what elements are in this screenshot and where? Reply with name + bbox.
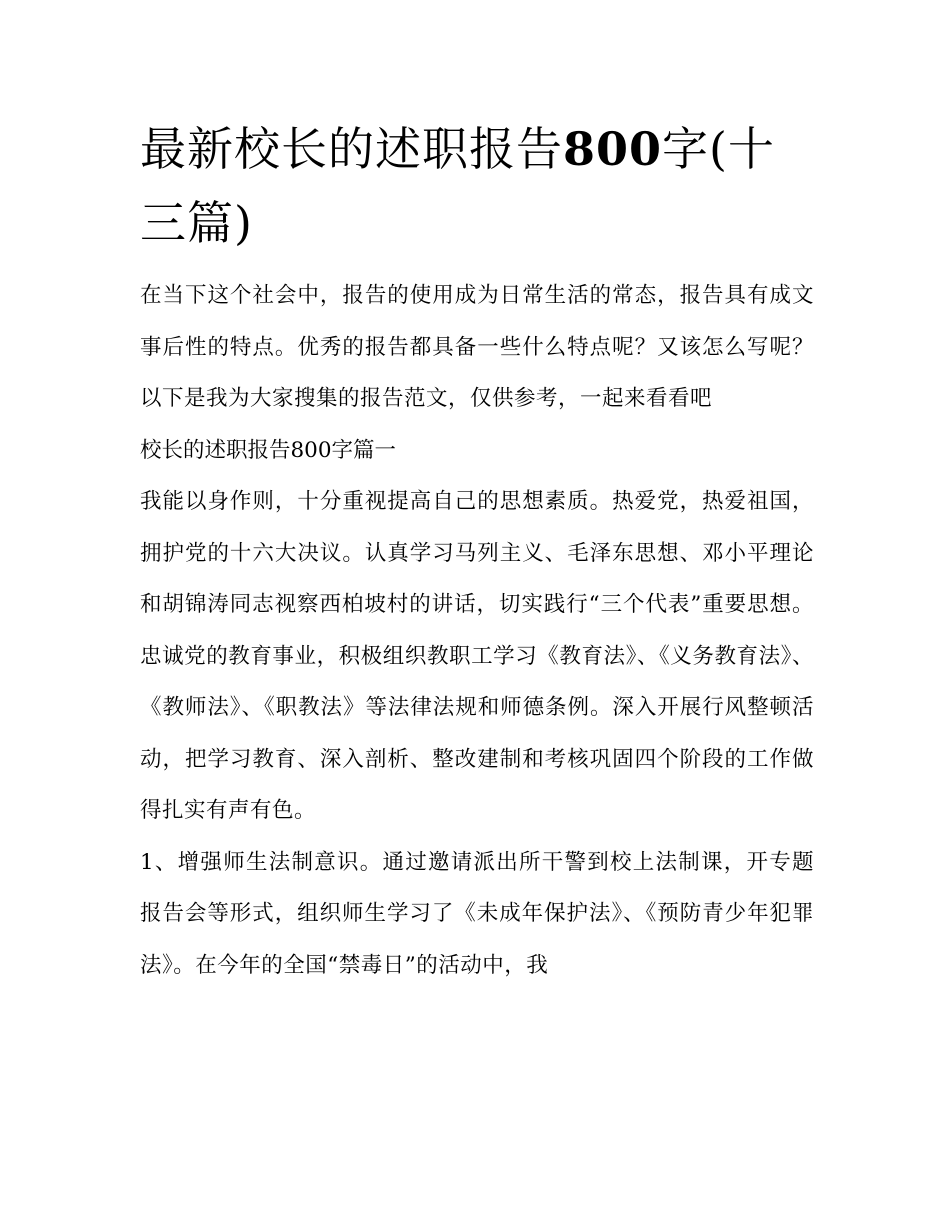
body-paragraph-2: 1、增强师生法制意识。通过邀请派出所干警到校上法制课，开专题报告会等形式，组织师生学习了《未成年保护法》、《预防青少年犯罪法》。在今年的全国“禁毒日”的活动中，我: [140, 849, 814, 978]
intro-paragraph: 在当下这个社会中，报告的使用成为日常生活的常态，报告具有成文事后性的特点。优秀的报告都具备一些什么特点呢？又该怎么写呢？以下是我为大家搜集的报告范文，仅供参考，一起来看看吧: [140, 283, 814, 411]
title-text-part1: 最新校长的述职报告: [140, 122, 563, 176]
section-heading: 校长的述职报告800字篇一: [140, 437, 397, 463]
title-number: 800: [563, 122, 663, 176]
body-paragraph-1: 我能以身作则，十分重视提高自己的思想素质。热爱党，热爱祖国，拥护党的十六大决议。认真学习马列主义、毛泽东思想、邓小平理论和胡锦涛同志视察西柏坡村的讲话，切实践行“三个代表”重要思想。忠诚党的教育事业，积极组织教职工学习《教育法》、《义务教育法》、《教师法》、《职教法》等法律法规和师德条例。深入开展行风整顿活动，把学习教育、深入剖析、整改建制和考核巩固四个阶段的工作做得扎实有声有色。: [140, 489, 814, 823]
document-title: [140, 112, 814, 260]
title-text-part2: 字(十三篇): [140, 122, 775, 250]
document-page: [140, 112, 814, 991]
